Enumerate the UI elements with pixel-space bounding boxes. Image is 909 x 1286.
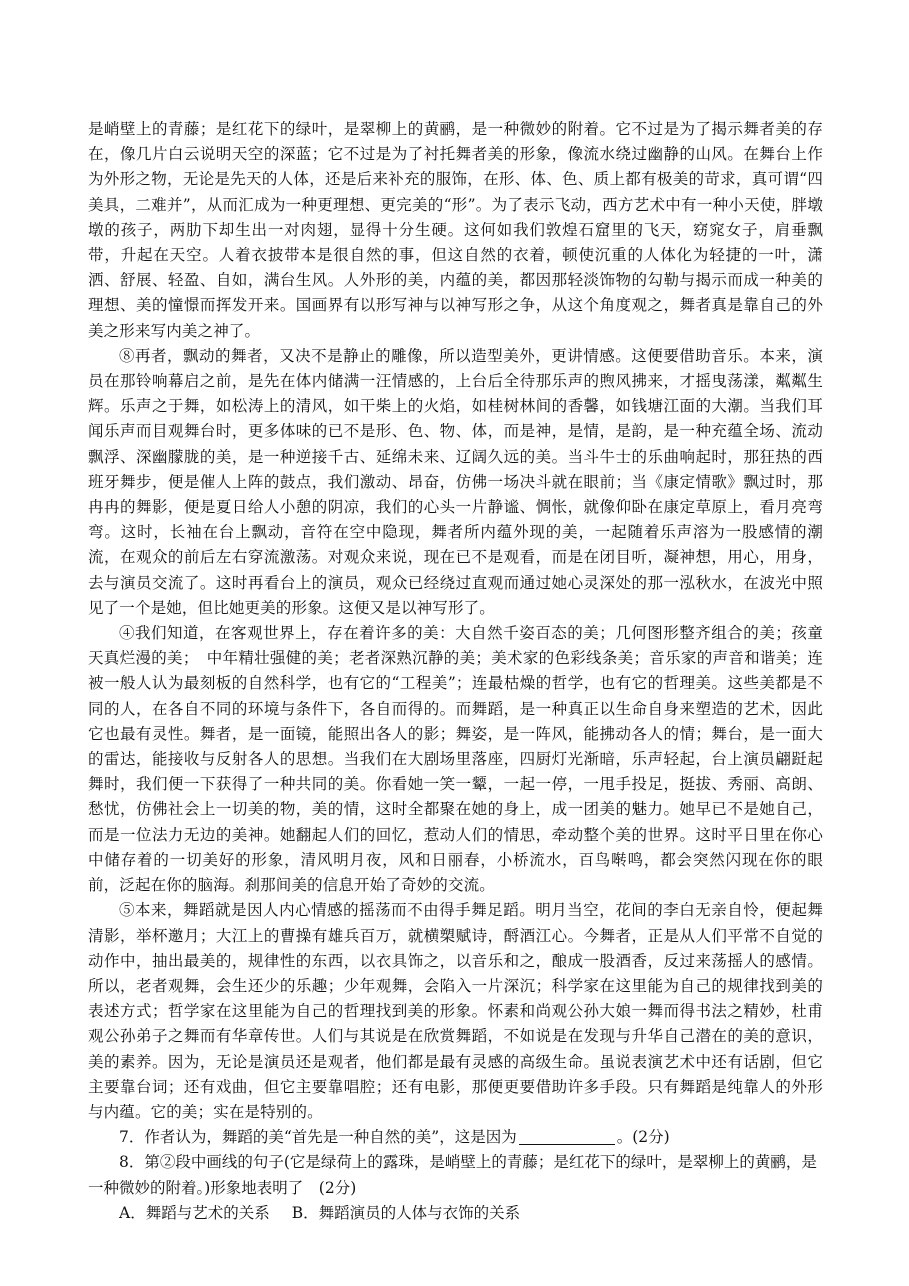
question-7-text: 7．作者认为，舞蹈的美“首先是一种自然的美”，这是因为 xyxy=(119,1128,517,1147)
option-a[interactable]: A．舞蹈与艺术的关系 xyxy=(119,1203,270,1222)
answer-blank[interactable] xyxy=(519,1128,615,1145)
question-8-options xyxy=(88,1201,823,1226)
paragraph-4: ④我们知道，在客观世界上，存在着许多的美：大自然千姿百态的美；几何图形整齐组合的美；孩童天真烂漫的美； 中年精壮强健的美；老者深熟沉静的美；美术家的色彩线条美；音乐家的声音和谐美；连被一般人认为最刻板的自然科学，也有它的“工程美”；连最枯燥的哲学，也有它的哲理美。这些美都是不同的人，在各自不同的环境与条件下，各自而得的。而舞蹈，是一种真正以生命自身来塑造的艺术，因此它也最有灵性。舞者，是一面镜，能照出各人的影；舞姿，是一阵风，能拂动各人的情；舞台，是一面大的雷达，能接收与反射各人的思想。当我们在大剧场里落座，四厨灯光渐暗，乐声轻起，台上演员翩跹起舞时，我们便一下获得了一种共同的美。你看她一笑一颦，一起一停，一甩手投足，挺拔、秀丽、高朗、愁忧，仿佛社会上一切美的物，美的情，这时全都聚在她的身上，成一团美的魅力。她早已不是她自己，而是一位法力无边的美神。她翻起人们的回忆，惹动人们的情思，牵动整个美的世界。这时平日里在你心中储存着的一切美好的形象，清风明月夜，风和日丽春，小桥流水，百鸟啭鸣，都会突然闪现在你的眼前，泛起在你的脑海。刹那间美的信息开始了奇妙的交流。 xyxy=(88,624,823,895)
option-b[interactable]: B．舞蹈演员的人体与衣饰的关系 xyxy=(291,1203,521,1222)
question-7 xyxy=(88,1125,823,1150)
question-8: 8．第②段中画线的句子(它是绿荷上的露珠，是峭壁上的青藤；是红花下的绿叶，是翠柳上的黄鹂，是一种微妙的附着。)形象地表明了 (2分) xyxy=(88,1153,817,1197)
paragraph-5: ⑤本来，舞蹈就是因人内心情感的摇荡而不由得手舞足蹈。明月当空，花间的李白无亲自怜，便起舞清影，举杯邀月；大江上的曹操有雄兵百万，就横槊赋诗，酹酒江心。今舞者，正是从人们平常不自觉的动作中，抽出最美的，规律性的东西，以衣具饰之，以音乐和之，酿成一股酒香，反过来荡摇人的感情。所以，老者观舞，会生还少的乐趣；少年观舞，会陷入一片深沉；科学家在这里能为自己的规律找到美的表述方式；哲学家在这里能为自己的哲理找到美的形象。怀素和尚观公孙大娘一舞而得书法之精妙，杜甫观公孙弟子之舞而有华章传世。人们与其说是在欣赏舞蹈，不如说是在发现与升华自己潜在的美的意识，美的素养。因为，无论是演员还是观者，他们都是最有灵感的高级生命。虽说表演艺术中还有话剧，但它主要靠台词；还有戏曲，但它主要靠唱腔；还有电影，那便更要借助许多手段。只有舞蹈是纯靠人的外形与内蕴。它的美；实在是特别的。 xyxy=(88,901,823,1121)
document-page xyxy=(88,117,823,1226)
paragraph-continued: 是峭壁上的青藤；是红花下的绿叶，是翠柳上的黄鹂，是一种微妙的附着。它不过是为了揭示舞者美的存在，像几片白云说明天空的深蓝；它不过是为了衬托舞者美的形象，像流水绕过幽静的山风。在舞台上作为外形之物，无论是先天的人体，还是后来补充的服饰，在形、体、色、质上都有极美的苛求，真可谓“四美具，二难并”，从而汇成为一种更理想、更完美的“形”。为了表示飞动，西方艺术中有一种小天使，胖墩墩的孩子，两肋下却生出一对肉翅，显得十分生硬。这何如我们敦煌石窟里的飞天，窈窕女子，肩垂飘带，升起在天空。人着衣披带本是很自然的事，但这自然的衣着，顿使沉重的人体化为轻捷的一叶，潇洒、舒展、轻盈、自如，满台生风。人外形的美，内蕴的美，都因那轻淡饰物的勾勒与揭示而成一种美的理想、美的憧憬而挥发开来。国画界有以形写神与以神写形之争，从这个角度观之，舞者真是靠自己的外美之形来写内美之神了。 xyxy=(88,120,823,340)
question-7-score: 。(2分) xyxy=(616,1128,670,1147)
paragraph-3: ⑧再者，飘动的舞者，又决不是静止的雕像，所以造型美外，更讲情感。这便要借助音乐。本来，演员在那铃响幕启之前，是先在体内储满一汪情感的，上台后全待那乐声的煦风拂来，才摇曳荡漾，粼粼生辉。乐声之于舞，如松涛上的清风，如干柴上的火焰，如桂树林间的香馨，如钱塘江面的大潮。当我们耳闻乐声而目观舞台时，更多体味的已不是形、色、物、体，而是神，是情，是韵，是一种充蕴全场、流动飘浮、深幽朦胧的美，是一种逆接千古、延绵未来、辽阔久远的美。当斗牛士的乐曲响起时，那狂热的西班牙舞步，便是催人上阵的鼓点，我们激动、昂奋，仿佛一场决斗就在眼前；当《康定情歌》飘过时，那冉冉的舞影，便是夏日给人小憩的阴凉，我们的心头一片静谧、惆怅，就像仰卧在康定草原上，看月亮弯弯。这时，长袖在台上飘动，音符在空中隐现，舞者所内蕴外现的美，一起随着乐声溶为一股感情的潮流，在观众的前后左右穿流激荡。对观众来说，现在已不是观看，而是在闭目听，凝神想，用心，用身，去与演员交流了。这时再看台上的演员，观众已经绕过直观而通过她心灵深处的那一泓秋水，在波光中照见了一个是她，但比她更美的形象。这便又是以神写形了。 xyxy=(88,346,823,617)
